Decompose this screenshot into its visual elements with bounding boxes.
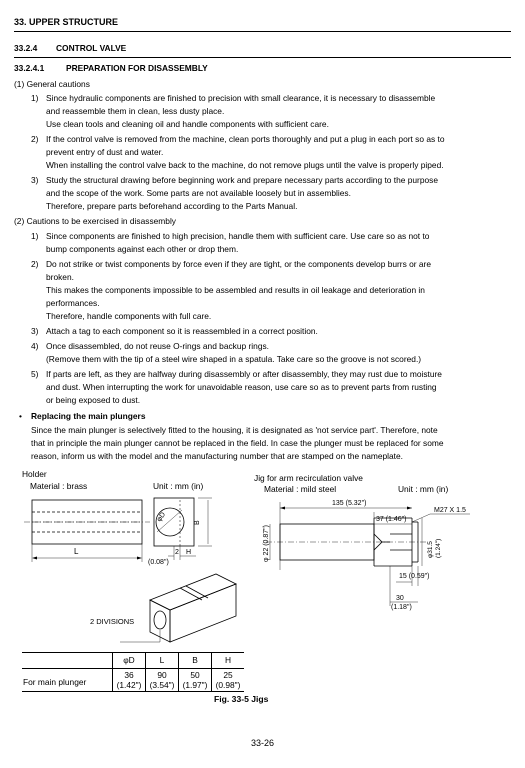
header-rule	[14, 31, 511, 32]
jig-drawing	[262, 494, 482, 624]
text-line: Since the main plunger is selectively fitted to the housing, it is designated as 'not service part'. Therefore, note	[31, 425, 438, 435]
subsection-title: PREPARATION FOR DISASSEMBLY	[66, 63, 208, 73]
text-line: and the scope of the work. Some parts are not available loosely but in assemblies.	[46, 188, 351, 198]
dim-30-inch: (1.18")	[391, 604, 412, 611]
text-line: and reassemble them in clean, less dusty place.	[46, 106, 225, 116]
text-line: (Remove them with the tip of a steel wire shaped in a spatula. Take care so the groove is not scored.)	[46, 354, 422, 364]
dim-phi22: φ 22 (0.87")	[263, 525, 270, 562]
item-number: 2)	[31, 134, 39, 144]
subsection-number: 33.2.4.1	[14, 63, 45, 73]
jig-material: Material : mild steel	[264, 484, 337, 494]
figure-caption: Fig. 33-5 Jigs	[214, 694, 269, 704]
holder-drawing	[20, 492, 250, 672]
section-title: CONTROL VALVE	[56, 43, 127, 53]
item-number: 3)	[31, 175, 39, 185]
text-line: that in principle the main plunger cannot be replaced in the field. In case the plunger must be replaced for some	[31, 438, 444, 448]
text-line: Since components are finished to high precision, handle them with sufficient care. Use care so as not to	[46, 231, 430, 241]
value-B-inch: (1.97")	[182, 679, 208, 690]
holder-material: Material : brass	[30, 481, 88, 491]
value-L: 90	[157, 669, 167, 680]
holder-unit: Unit : mm (in)	[153, 481, 204, 491]
dim-phi31: φ31.5	[427, 541, 434, 558]
dim-L: L	[74, 547, 79, 556]
general-cautions-heading: (1) General cautions	[14, 79, 90, 89]
section-rule	[14, 57, 511, 58]
replacing-heading: Replacing the main plungers	[31, 411, 146, 421]
col-H: H	[212, 653, 245, 669]
col-phiD: φD	[113, 653, 146, 669]
text-line: Therefore, prepare parts beforehand according to the Parts Manual.	[46, 201, 298, 211]
value-phiD: 36	[124, 669, 134, 680]
jig-unit: Unit : mm (in)	[398, 484, 449, 494]
row-label: For main plunger	[23, 676, 87, 687]
dim-2-inch: (0.08")	[148, 559, 169, 566]
text-line: reason, inform us with the model and the manufacturing number that are stamped on the nameplate.	[31, 451, 403, 461]
item-number: 2)	[31, 259, 39, 269]
dim-B: B	[194, 520, 201, 525]
dim-30: 30	[396, 595, 404, 602]
item-number: 1)	[31, 93, 39, 103]
value-L-inch: (3.54")	[149, 679, 175, 690]
jig-title: Jig for arm recirculation valve	[254, 473, 363, 483]
text-line: If parts are left, as they are halfway during disassembly or after disassembly, they may rust due to moisture	[46, 369, 442, 379]
dim-37: 37 (1.46")	[376, 516, 407, 523]
item-number: 1)	[31, 231, 39, 241]
col-B: B	[179, 653, 212, 669]
holder-table	[22, 652, 244, 692]
dim-135: 135 (5.32")	[332, 500, 367, 507]
item-number: 4)	[31, 341, 39, 351]
dim-15: 15 (0.59")	[399, 573, 430, 580]
bullet-icon: •	[19, 411, 22, 421]
item-number: 3)	[31, 326, 39, 336]
text-line: or being exposed to dust.	[46, 395, 141, 405]
text-line: Use clean tools and cleaning oil and handle components with sufficient care.	[46, 119, 329, 129]
dim-phiD: φD	[155, 511, 168, 524]
holder-title: Holder	[22, 469, 47, 479]
text-line: and dust. When interrupting the work for unavoidable reason, use care so as to prevent parts from rusting	[46, 382, 437, 392]
value-phiD-inch: (1.42")	[116, 679, 142, 690]
dim-2: 2	[175, 549, 179, 556]
dim-H: H	[186, 549, 192, 556]
text-line: Since hydraulic components are finished to precision with small clearance, it is necessary to disassemble	[46, 93, 436, 103]
text-line: prevent entry of dust and water.	[46, 147, 164, 157]
two-divisions-label: 2 DIVISIONS	[90, 617, 135, 626]
text-line: Therefore, handle components with full care.	[46, 311, 212, 321]
text-line: performances.	[46, 298, 100, 308]
text-line: Do not strike or twist components by force even if they are tight, or the components develop burrs or are	[46, 259, 431, 269]
item-number: 5)	[31, 369, 39, 379]
col-L: L	[146, 653, 179, 669]
value-B: 50	[190, 669, 200, 680]
page-number: 33-26	[250, 738, 275, 748]
text-line: Attach a tag to each component so it is reassembled in a correct position.	[46, 326, 318, 336]
text-line: Once disassembled, do not reuse O-rings and backup rings.	[46, 341, 269, 351]
page-header: 33. UPPER STRUCTURE	[14, 17, 119, 27]
thread-spec: M27 X 1.5	[434, 507, 466, 514]
section-number: 33.2.4	[14, 43, 38, 53]
disassembly-cautions-heading: (2) Cautions to be exercised in disassembly	[14, 216, 176, 226]
value-H-inch: (0.98")	[215, 679, 241, 690]
value-H: 25	[223, 669, 233, 680]
text-line: Study the structural drawing before beginning work and prepare necessary parts according to the purpose	[46, 175, 438, 185]
text-line: If the control valve is removed from the machine, clean ports thoroughly and put a plug in each port so as to	[46, 134, 445, 144]
text-line: bump components against each other or drop them.	[46, 244, 239, 254]
dim-phi31-inch: (1.24")	[435, 538, 442, 558]
text-line: broken.	[46, 272, 74, 282]
text-line: This makes the components impossible to be assembled and results in oil leakage and deterioration in	[46, 285, 425, 295]
text-line: When installing the control valve back to the machine, do not remove plugs until the valve is properly piped.	[46, 160, 444, 170]
